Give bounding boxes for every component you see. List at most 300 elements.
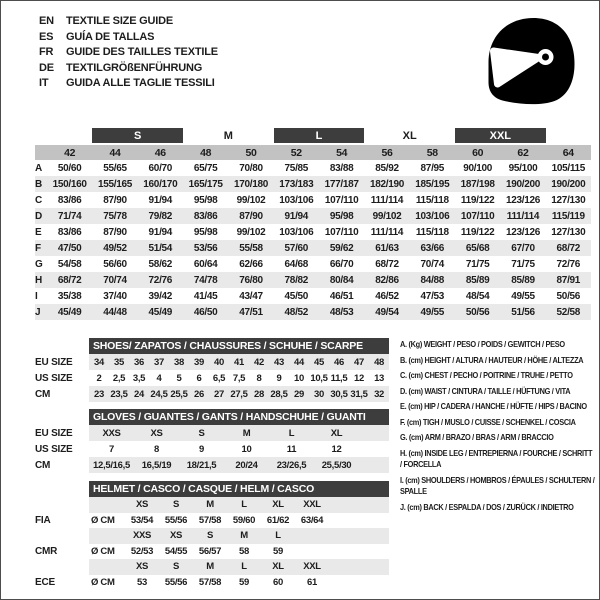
size-value: 2 <box>96 372 102 384</box>
measure-value: 50/60 <box>57 162 82 174</box>
measure-row-i <box>35 288 591 304</box>
row-letter: C <box>35 194 42 206</box>
row-letter: D <box>35 208 47 224</box>
measure-value: 62/66 <box>239 258 263 270</box>
helmet-size: M <box>193 559 227 575</box>
measure-value: 95/100 <box>508 162 538 174</box>
language-title: TEXTILGRÖßENFÜHRUNG <box>66 61 203 74</box>
measure-value: 119/122 <box>460 226 495 238</box>
row-label: EU SIZE <box>35 356 73 368</box>
measure-value: 107/110 <box>324 226 359 238</box>
language-line-de <box>39 61 218 77</box>
helmet-sizes-row-fia <box>35 497 389 513</box>
measure-value: 82/86 <box>364 272 409 288</box>
helmet-value: 63/64 <box>300 514 324 526</box>
measure-value: 84/88 <box>410 272 455 288</box>
measure-value: 39/42 <box>148 290 173 302</box>
size-value: 6 <box>196 372 202 384</box>
measure-value: 87/90 <box>228 208 273 224</box>
size-value: 43 <box>269 354 289 370</box>
measure-value: 95/98 <box>193 226 218 238</box>
size-value: 30 <box>309 386 329 402</box>
measure-value: 45/49 <box>138 304 183 320</box>
measure-value: 115/118 <box>415 226 449 238</box>
helmet-size: XS <box>125 559 159 575</box>
measure-value: 53/56 <box>183 240 228 256</box>
helmet-size: XL <box>261 559 295 575</box>
size-value: 6,5 <box>212 372 226 384</box>
measure-value: 52/58 <box>546 304 591 320</box>
size-col-52: 52 <box>274 144 319 160</box>
size-value: 48 <box>369 354 389 370</box>
size-value: 28,5 <box>269 386 289 402</box>
helmet-value: 55/56 <box>164 514 188 526</box>
size-value: 16,5/19 <box>134 457 179 473</box>
size-group-row <box>35 128 591 144</box>
size-row-cm <box>35 457 389 473</box>
filler-cell <box>329 544 389 560</box>
helmet-values-row-fia <box>35 513 389 529</box>
size-value: 44 <box>289 354 309 370</box>
size-value: XL <box>314 425 359 441</box>
helmet-size: L <box>227 559 261 575</box>
racing-helmet-icon <box>478 14 584 114</box>
row-letter: F <box>35 240 47 256</box>
measure-value: 65/75 <box>193 162 218 174</box>
measure-value: 115/119 <box>546 208 591 224</box>
measure-value: 67/70 <box>500 240 545 256</box>
size-value: 38 <box>169 354 189 370</box>
measure-value: 87/90 <box>103 226 127 238</box>
size-row-us-size <box>35 441 389 457</box>
legend-item: G. (cm) ARM / BRAZO / BRAS / ARM / BRACCIO <box>400 432 554 442</box>
measure-value: 87/91 <box>546 272 591 288</box>
measure-value: 49/52 <box>92 240 137 256</box>
measure-value: 59/62 <box>319 240 364 256</box>
size-row-eu-size <box>35 354 389 370</box>
size-value: 35 <box>109 354 129 370</box>
size-group-l: L <box>274 128 365 144</box>
size-number-row <box>35 144 591 160</box>
row-label <box>35 559 89 575</box>
measure-value: 55/58 <box>228 240 273 256</box>
measure-value: 68/72 <box>375 258 399 270</box>
measure-value: 43/47 <box>239 290 263 302</box>
size-value: 46 <box>329 354 349 370</box>
helmet-values-row-cmr <box>35 544 389 560</box>
measure-value: 127/130 <box>551 194 586 206</box>
size-value: 37 <box>149 354 169 370</box>
language-line-it <box>39 76 218 92</box>
measure-value: 85/89 <box>500 272 545 288</box>
helmet-values-row-ece <box>35 575 389 591</box>
size-value: 29 <box>289 386 309 402</box>
measure-value: 37/40 <box>103 290 127 302</box>
size-value: 28 <box>249 386 269 402</box>
language-line-es <box>39 30 218 46</box>
measure-value: 68/72 <box>546 240 591 256</box>
helmet-size: L <box>227 497 261 513</box>
measurement-legend <box>400 339 594 517</box>
size-col-54: 54 <box>319 144 364 160</box>
language-title: GUIDA ALLE TAGLIE TESSILI <box>66 77 215 89</box>
language-title-list <box>39 14 218 92</box>
row-label: CM <box>35 459 51 471</box>
measure-value: 70/74 <box>92 272 137 288</box>
helmet-value: 53/54 <box>130 514 154 526</box>
measure-row-e <box>35 224 591 240</box>
size-value: 3,5 <box>132 372 146 384</box>
measure-value: 99/102 <box>364 208 409 224</box>
language-code: EN <box>39 15 54 27</box>
row-label <box>35 528 89 544</box>
measure-row-j <box>35 304 591 320</box>
size-group-xxl: XXL <box>455 128 546 144</box>
measure-value: 111/114 <box>370 226 404 238</box>
size-value: 11 <box>286 443 297 455</box>
measure-value: 85/89 <box>455 272 500 288</box>
language-code: FR <box>39 46 54 58</box>
size-col-62: 62 <box>500 144 545 160</box>
corner-cell <box>35 144 47 160</box>
measure-row-a <box>35 160 591 176</box>
measure-value: 51/54 <box>138 240 183 256</box>
measure-value: 48/52 <box>274 304 319 320</box>
size-value: 12 <box>331 443 342 455</box>
size-col-46: 46 <box>138 144 183 160</box>
row-letter: G <box>35 258 43 270</box>
filler-cell <box>329 559 389 575</box>
filler-cell <box>329 497 389 513</box>
measure-value: 47/50 <box>47 240 92 256</box>
size-col-44: 44 <box>92 144 137 160</box>
helmet-size: XS <box>159 528 193 544</box>
filler-cell <box>329 528 389 544</box>
shoes-size-table <box>35 338 389 402</box>
size-value: 26 <box>189 386 209 402</box>
measure-value: 71/75 <box>465 258 490 270</box>
size-value: 8 <box>256 372 262 384</box>
size-group-m: M <box>183 128 274 144</box>
size-value: 42 <box>249 354 269 370</box>
measure-value: 185/195 <box>410 176 455 192</box>
table-title: GLOVES / GUANTES / GANTS / HANDSCHUHE / GUANTI <box>89 409 389 425</box>
standard-label: FIA <box>35 514 51 526</box>
language-code: ES <box>39 30 54 43</box>
language-title: TEXTILE SIZE GUIDE <box>66 15 174 27</box>
helmet-size: XS <box>125 497 159 513</box>
measure-value: 49/55 <box>410 304 455 320</box>
row-label <box>35 481 89 497</box>
measure-value: 51/56 <box>500 304 545 320</box>
language-code: DE <box>39 61 54 74</box>
measure-value: 103/106 <box>279 194 314 206</box>
size-value: 5 <box>176 372 182 384</box>
helmet-sizes-row-ece <box>35 559 389 575</box>
size-value: 8 <box>154 443 159 455</box>
measure-row-g <box>35 256 591 272</box>
filler-cell <box>359 457 389 473</box>
measure-value: 49/55 <box>511 290 535 302</box>
textile-size-table <box>35 128 591 320</box>
helmet-size-table <box>35 481 389 590</box>
helmet-sizes-row-cmr <box>35 528 389 544</box>
measure-value: 57/60 <box>274 240 319 256</box>
unit-cell <box>89 559 125 575</box>
measure-value: 50/56 <box>556 290 581 302</box>
measure-value: 91/94 <box>274 208 319 224</box>
measure-value: 48/53 <box>319 304 364 320</box>
measure-value: 107/110 <box>324 194 359 206</box>
size-value: 18/21,5 <box>179 457 224 473</box>
measure-value: 63/66 <box>410 240 455 256</box>
measure-value: 90/100 <box>463 162 493 174</box>
helmet-size: XXL <box>295 559 329 575</box>
size-col-50: 50 <box>228 144 273 160</box>
measure-row-f <box>35 240 591 256</box>
size-col-48: 48 <box>183 144 228 160</box>
size-value: 27 <box>209 386 229 402</box>
measure-value: 71/75 <box>511 258 535 270</box>
size-value: 34 <box>89 354 109 370</box>
size-value: 39 <box>189 354 209 370</box>
measure-value: 95/98 <box>319 208 364 224</box>
row-label: EU SIZE <box>35 427 73 439</box>
measure-value: 35/38 <box>57 290 82 302</box>
measure-value: 75/85 <box>284 162 309 174</box>
row-label <box>35 497 89 513</box>
row-letter: B <box>35 176 47 192</box>
measure-value: 54/58 <box>57 258 82 270</box>
standard-label: ECE <box>35 576 55 588</box>
measure-value: 155/165 <box>92 176 137 192</box>
row-label: CM <box>35 388 51 400</box>
measure-value: 47/53 <box>420 290 445 302</box>
measure-value: 44/48 <box>92 304 137 320</box>
language-title: GUÍA DE TALLAS <box>66 30 155 43</box>
unit-label: Ø CM <box>91 514 115 526</box>
language-line-fr <box>39 45 218 61</box>
helmet-value: 59 <box>239 576 249 588</box>
measure-value: 76/80 <box>228 272 273 288</box>
measure-value: 58/62 <box>148 258 173 270</box>
helmet-value: 59 <box>273 545 283 557</box>
measure-value: 123/126 <box>505 226 540 238</box>
helmet-value: 57/58 <box>198 576 222 588</box>
measure-value: 64/68 <box>284 258 309 270</box>
row-label: US SIZE <box>35 372 73 384</box>
measure-row-c <box>35 192 591 208</box>
size-value: 36 <box>129 354 149 370</box>
size-value: 23 <box>89 386 109 402</box>
measure-value: 46/51 <box>329 290 354 302</box>
helmet-value: 58 <box>239 545 249 557</box>
measure-value: 190/200 <box>546 176 591 192</box>
row-letter: J <box>35 304 47 320</box>
helmet-size: S <box>159 497 193 513</box>
legend-item: F. (cm) TIGH / MUSLO / CUISSE / SCHENKEL / COSCIA <box>400 416 576 427</box>
measure-value: 127/130 <box>551 226 586 238</box>
filler-cell <box>329 513 389 529</box>
measure-value: 190/200 <box>500 176 545 192</box>
legend-item: J. (cm) BACK / ESPALDA / DOS / ZURÜCK / INDIETRO <box>400 501 574 512</box>
size-value: 9 <box>199 443 204 455</box>
unit-label: Ø CM <box>91 576 115 588</box>
helmet-size: XXS <box>125 528 159 544</box>
measure-value: 182/190 <box>364 176 409 192</box>
size-value: 24 <box>129 386 149 402</box>
size-value: 12 <box>354 372 364 384</box>
measure-value: 75/78 <box>92 208 137 224</box>
measure-value: 87/90 <box>103 194 127 206</box>
measure-value: 85/92 <box>375 162 399 174</box>
size-value: 13 <box>374 372 385 384</box>
helmet-value: 54/55 <box>164 545 188 557</box>
helmet-size: L <box>261 528 295 544</box>
measure-value: 71/74 <box>47 208 92 224</box>
legend-item: C. (cm) CHEST / PECHO / POITRINE / TRUHE / PETTO <box>400 370 573 380</box>
legend-item: I. (cm) SHOULDERS / HOMBROS / ÉPAULES / SCHULTERN / SPALLE <box>400 474 595 496</box>
size-value: XXS <box>89 425 134 441</box>
language-line-en <box>39 14 218 30</box>
standard-label: CMR <box>35 545 58 557</box>
measure-value: 91/94 <box>148 226 173 238</box>
measure-value: 49/54 <box>364 304 409 320</box>
measure-value: 56/60 <box>103 258 127 270</box>
measure-value: 41/45 <box>193 290 218 302</box>
measure-value: 46/52 <box>375 290 399 302</box>
measure-value: 160/170 <box>138 176 183 192</box>
table-title-row <box>35 409 389 425</box>
size-value: L <box>269 425 314 441</box>
size-value: 4 <box>156 372 162 384</box>
helmet-size: M <box>227 528 261 544</box>
size-value: 25,5/30 <box>314 457 359 473</box>
measure-value: 70/80 <box>239 162 263 174</box>
table-title: SHOES/ ZAPATOS / CHAUSSURES / SCHUHE / SCARPE <box>89 338 389 354</box>
measure-value: 66/70 <box>329 258 354 270</box>
measure-value: 99/102 <box>236 194 266 206</box>
legend-item: H. (cm) INSIDE LEG / ENTREPIERNA / FOURCHE / SCHRITT / FORCELLA <box>400 447 593 469</box>
measure-value: 111/114 <box>370 194 404 206</box>
measure-value: 74/78 <box>183 272 228 288</box>
size-col-64: 64 <box>546 144 591 160</box>
measure-value: 105/115 <box>551 162 586 174</box>
measure-value: 48/54 <box>465 290 490 302</box>
size-value: 24,5 <box>149 386 169 402</box>
helmet-value: 61 <box>307 576 317 588</box>
measure-value: 165/175 <box>183 176 228 192</box>
measure-value: 72/76 <box>556 258 581 270</box>
helmet-value <box>295 544 329 560</box>
size-value: 7,5 <box>232 372 246 384</box>
helmet-size <box>295 528 329 544</box>
measure-value: 103/106 <box>410 208 455 224</box>
helmet-value: 53 <box>137 576 147 588</box>
language-title: GUIDE DES TAILLES TEXTILE <box>66 46 218 58</box>
measure-value: 50/56 <box>455 304 500 320</box>
measure-row-b <box>35 176 591 192</box>
row-label: US SIZE <box>35 443 73 455</box>
measure-value: 119/122 <box>460 194 495 206</box>
measure-value: 83/88 <box>329 162 354 174</box>
measure-value: 83/86 <box>183 208 228 224</box>
size-value: 23/26,5 <box>269 457 314 473</box>
helmet-size: M <box>193 497 227 513</box>
measure-value: 187/198 <box>455 176 500 192</box>
filler-cell <box>359 425 389 441</box>
legend-item: D. (cm) WAIST / CINTURA / TAILLE / HÜFTUNG / VITA <box>400 385 571 396</box>
measure-value: 115/118 <box>415 194 449 206</box>
helmet-value: 52/53 <box>130 545 154 557</box>
legend-item: A. (Kg) WEIGHT / PESO / POIDS / GEWITCH / PESO <box>400 339 565 349</box>
filler-cell <box>329 575 389 591</box>
legend-item: E. (cm) HIP / CADERA / HANCHE / HÜFTE / HIPS / BACINO <box>400 401 587 411</box>
measure-row-d <box>35 208 591 224</box>
accessory-tables <box>35 338 389 590</box>
size-col-58: 58 <box>410 144 455 160</box>
measure-value: 99/102 <box>236 226 266 238</box>
size-value: 20/24 <box>224 457 269 473</box>
helmet-size: S <box>159 559 193 575</box>
measure-value: 60/64 <box>193 258 218 270</box>
size-value: 2,5 <box>112 372 126 384</box>
measure-value: 46/50 <box>183 304 228 320</box>
size-value: 30,5 <box>329 386 349 402</box>
measure-value: 173/183 <box>274 176 319 192</box>
measure-value: 78/82 <box>274 272 319 288</box>
size-row-us-size <box>35 370 389 386</box>
measure-value: 70/74 <box>420 258 445 270</box>
helmet-value: 56/57 <box>198 545 222 557</box>
size-group-xl: XL <box>364 128 455 144</box>
gloves-size-table <box>35 409 389 473</box>
measure-value: 45/50 <box>284 290 309 302</box>
row-letter: A <box>35 162 42 174</box>
size-value: 9 <box>276 372 282 384</box>
helmet-size: XL <box>261 497 295 513</box>
size-value: 31,5 <box>349 386 369 402</box>
helmet-value: 57/58 <box>198 514 222 526</box>
table-title-row <box>35 338 389 354</box>
measure-value: 95/98 <box>193 194 218 206</box>
size-col-56: 56 <box>364 144 409 160</box>
measure-value: 55/65 <box>103 162 127 174</box>
measure-value: 45/49 <box>47 304 92 320</box>
size-value: 41 <box>229 354 249 370</box>
helmet-size: XXL <box>295 497 329 513</box>
size-value: 32 <box>369 386 389 402</box>
measure-value: 60/70 <box>148 162 173 174</box>
unit-cell <box>89 497 125 513</box>
size-value: 45 <box>309 354 329 370</box>
size-value: 23,5 <box>109 386 129 402</box>
size-value: XS <box>134 425 179 441</box>
legend-item: B. (cm) HEIGHT / ALTURA / HAUTEUR / HÖHE / ALTEZZA <box>400 354 584 365</box>
size-value: 25,5 <box>169 386 189 402</box>
language-code: IT <box>39 77 49 89</box>
table-title-row <box>35 481 389 497</box>
size-row-eu-size <box>35 425 389 441</box>
size-group-spacer <box>35 128 92 144</box>
measure-value: 80/84 <box>319 272 364 288</box>
helmet-value: 55/56 <box>164 576 188 588</box>
size-value: 12,5/16,5 <box>89 457 134 473</box>
size-group-s: S <box>92 128 183 144</box>
measure-value: 65/68 <box>455 240 500 256</box>
size-value: 10,5 <box>310 372 328 384</box>
row-letter: E <box>35 226 42 238</box>
